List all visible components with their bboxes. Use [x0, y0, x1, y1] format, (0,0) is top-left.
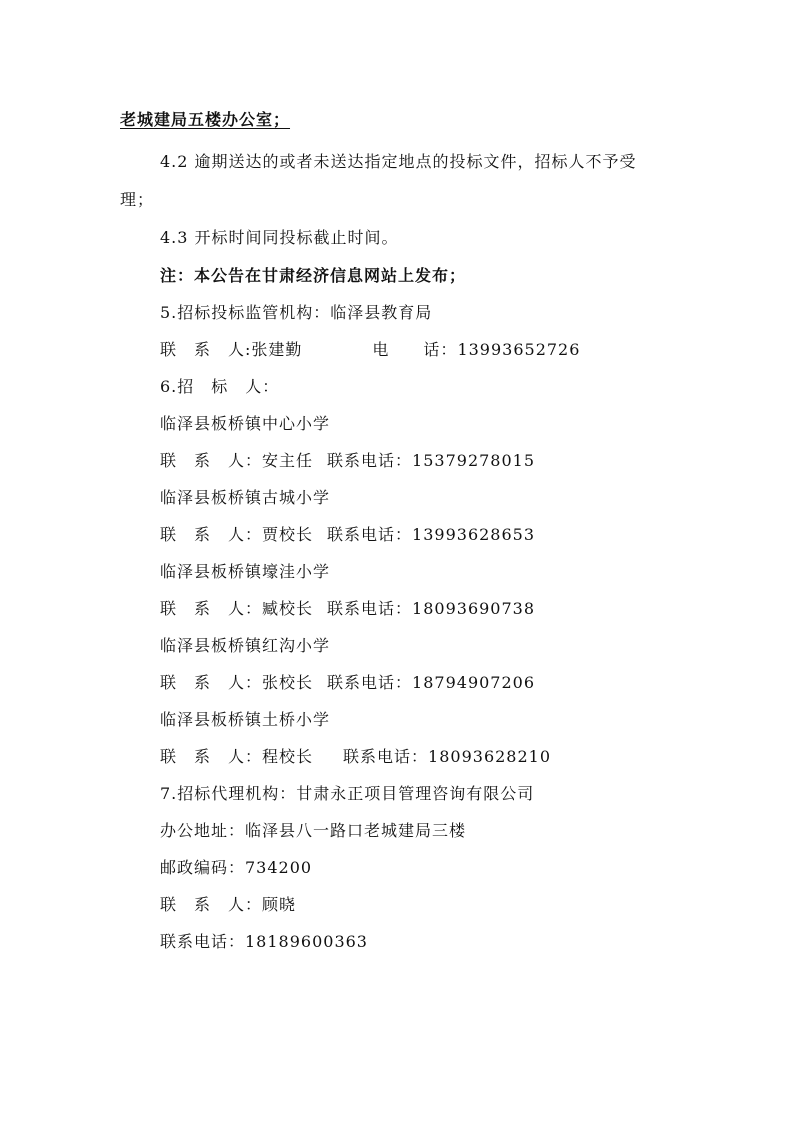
school-name: 临泽县板桥镇古城小学 [160, 488, 331, 507]
section-5-contact-row [160, 340, 580, 360]
contact-name: 臧校长 [262, 599, 314, 618]
phone-label: 联系电话： [343, 747, 429, 766]
phone-number: 13993628653 [412, 525, 536, 544]
school-contact-row [160, 673, 535, 693]
phone-number: 18794907206 [412, 673, 536, 692]
phone-label: 联系电话： [327, 673, 413, 692]
contact-name: 张校长 [262, 673, 314, 692]
notice-note: 注：本公告在甘肃经济信息网站上发布； [160, 266, 467, 285]
paragraph-4-3: 4.3 开标时间同投标截止时间。 [160, 228, 399, 247]
school-contact-row [160, 599, 535, 619]
contact-label: 联 系 人： [160, 525, 263, 544]
section-7-title: 7.招标代理机构：甘肃永正项目管理咨询有限公司 [160, 784, 535, 803]
heading-location: 老城建局五楼办公室； [120, 110, 291, 129]
agency-postcode: 邮政编码：734200 [160, 858, 313, 877]
school-name: 临泽县板桥镇红沟小学 [160, 636, 331, 655]
contact-label: 联 系 人： [160, 599, 263, 618]
paragraph-4-2-line2: 理； [120, 190, 155, 209]
contact-label: 联 系 人： [160, 451, 263, 470]
school-contact-row [160, 451, 535, 471]
phone-label: 联系电话： [327, 599, 413, 618]
contact-name: 安主任 [262, 451, 314, 470]
phone-number: 18093690738 [412, 599, 536, 618]
phone-number: 18093628210 [428, 747, 552, 766]
phone-label: 联系电话： [327, 451, 413, 470]
phone-number: 13993652726 [457, 340, 581, 359]
contact-label: 联 系 人： [160, 747, 263, 766]
agency-contact: 联 系 人：顾晓 [160, 895, 297, 914]
school-contact-row [160, 747, 551, 767]
contact-name: 张建勤 [251, 340, 303, 359]
agency-address: 办公地址：临泽县八一路口老城建局三楼 [160, 821, 467, 840]
contact-name: 贾校长 [262, 525, 314, 544]
contact-name: 程校长 [262, 747, 314, 766]
school-name: 临泽县板桥镇壕洼小学 [160, 562, 331, 581]
phone-label: 联系电话： [327, 525, 413, 544]
section-6-title: 6.招 标 人： [160, 377, 280, 396]
agency-phone: 联系电话：18189600363 [160, 932, 368, 951]
phone-number: 15379278015 [412, 451, 536, 470]
paragraph-4-2-line1: 4.2 逾期送达的或者未送达指定地点的投标文件，招标人不予受 [160, 152, 637, 171]
contact-label: 联 系 人： [160, 673, 263, 692]
school-contact-row [160, 525, 535, 545]
school-name: 临泽县板桥镇中心小学 [160, 414, 331, 433]
phone-label: 电 话： [372, 340, 458, 359]
school-name: 临泽县板桥镇土桥小学 [160, 710, 331, 729]
section-5-title: 5.招标投标监管机构：临泽县教育局 [160, 303, 433, 322]
contact-label: 联 系 人: [160, 340, 252, 359]
